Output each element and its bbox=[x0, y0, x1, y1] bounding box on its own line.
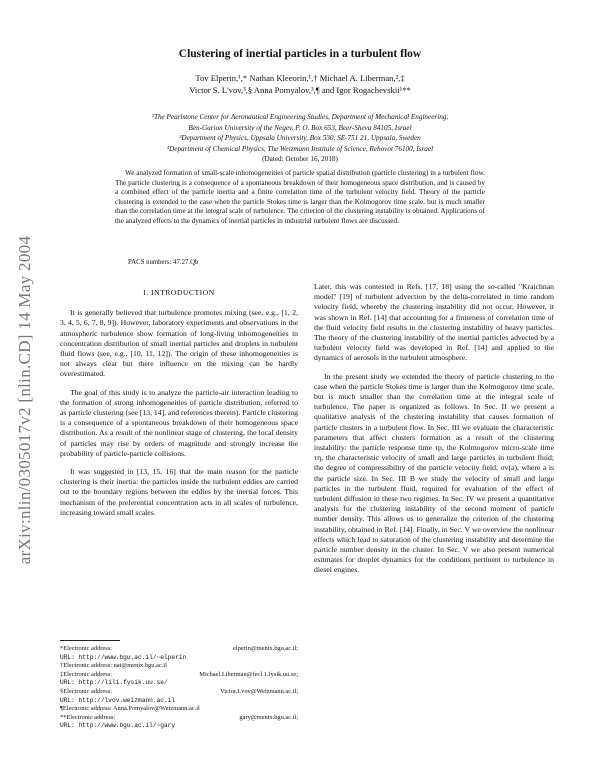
footnote: ¶Electronic address: Anna.Pomyalov@Weizmann.ac.il bbox=[60, 705, 200, 713]
footnote: *Electronic address: elperin@menix.bgu.ac.il; bbox=[60, 645, 298, 652]
date-line: (Dated: October 16, 2018) bbox=[262, 155, 338, 163]
affiliation-line: Ben-Gurion University of the Negev, P. O. Box 653, Beer-Sheva 84105, Israel bbox=[188, 123, 412, 132]
right-column bbox=[314, 282, 554, 584]
paragraph: Later, this was contested in Refs. [17, 18] using the so-called "Kraichnan model" [19] of turbulent advection by the delta-correlated in time random velocity field, whereby the clustering instability did not occur. However, it was shown in Ref. [14] that accounting for a finiteness of correlation time of the fluid velocity field results in the clustering instability of heavy particles. The theory of the clustering instability of the inertial particles advected by a turbulent velocity field was developed in Ref. [14] and applied to the dynamics of aerosols in the turbulent atmosphere. bbox=[314, 282, 554, 363]
footnote-rule bbox=[60, 640, 120, 641]
author-line: Tov Elperin,¹,* Nathan Kleeorin,¹,† Michael A. Liberman,²,‡ bbox=[195, 73, 405, 83]
affiliation-line: ³Department of Chemical Physics, The Weizmann Institute of Science, Rehovot 76100, Israel bbox=[166, 144, 434, 153]
footnote-url[interactable]: URL: http://www.bgu.ac.il/~gary bbox=[60, 722, 176, 730]
arxiv-stamp bbox=[10, 200, 40, 600]
footnote-url[interactable]: URL: http://lvov.weizmann.ac.il bbox=[60, 696, 176, 704]
affiliation-block bbox=[80, 112, 520, 165]
paragraph: It is generally believed that turbulence promotes mixing (see, e.g., [1, 2, 3, 4, 5, 6, 7, 8, 9]). However, laboratory experiments and observations in the atmospheric turbulence show formation of long-living inhomogeneities in concentration distribution of small inertial particles and droplets in turbulent fluid flows (see, e.g., [10, 11, 12]). The origin of these inhomogeneities is not always clear but there influence on the mixing can be hardly overestimated. bbox=[60, 308, 298, 379]
footnotes bbox=[60, 645, 298, 731]
footnote: **Electronic address: gary@menix.bgu.ac.il; bbox=[60, 713, 298, 721]
author-line: Victor S. L'vov,³,§ Anna Pomyalov,³,¶ and Igor Rogachevskii¹** bbox=[189, 85, 411, 95]
paper-title: Clustering of inertial particles in a turbulent flow bbox=[178, 48, 422, 60]
footnote-url[interactable]: URL: http://lili.fysik.uu.se/ bbox=[60, 679, 168, 687]
paragraph: The goal of this study is to analyze the particle-air interaction leading to the formation of strong inhomogeneities of particle distribution, referred to as particle clustering (see [13, 14], and references therein). Particle clustering is a consequence of a spontaneous breakdown of their homogeneous space distribution. As a result of the nonlinear stage of clustering, the local density of particles may rise by orders of magnitude and strongly increase the probability of particle-particle collisions. bbox=[60, 387, 298, 458]
footnote: ‡Electronic address: Michael.Liberman@fecl 1.fysik.uu.se; bbox=[60, 670, 298, 678]
affiliation-line: ¹The Pearlstone Center for Aeronautical Engineering Studies, Department of Mechanical Engineering, bbox=[151, 113, 449, 121]
footnote: †Electronic address: nat@menix.bgu.ac.il bbox=[60, 662, 167, 670]
left-column bbox=[60, 288, 298, 526]
paragraph: It was suggested in [13, 15, 16] that the main reason for the particle clustering is their inertia: the particles inside the turbulent eddies are carried out to the boundary regions between the eddies by the inertial forces. This mechanism of the preferential concentration acts in all scales of turbulence, increasing toward small scales. bbox=[60, 467, 298, 517]
footnote: §Electronic address: Victor.Lvov@Weizmann.ac.il; bbox=[60, 687, 298, 695]
author-list bbox=[80, 72, 520, 96]
abstract: We analyzed formation of small-scale inhomogeneities of particle spatial distribution (particle clustering) in a turbulent flow. The particle clustering is a consequence of a spontaneous breakdown of their homogeneous space distribution, and is caused by a combined effect of the particle inertia and a finite correlation time of the turbulent velocity field. Theory of the particle clustering is extended to the case when the particle Stokes time is larger than the Kolmogorov time scale, but is much smaller than the correlation time at the integral scale of turbulence. The criterion of the clustering instability is obtained. Applications of the analyzed effects to the dynamics of inertial particles in industrial turbulent flows are discussed. bbox=[115, 169, 485, 225]
pacs-numbers: PACS numbers: 47.27.Qb bbox=[128, 259, 199, 266]
footnote-url[interactable]: URL: http://www.bgu.ac.il/~elperin bbox=[60, 653, 187, 661]
arxiv-id: arXiv:nlin/0305017v2 [nlin.CD] 14 May 2004 bbox=[15, 235, 34, 565]
section-heading: I. INTRODUCTION bbox=[143, 288, 215, 297]
affiliation-line: ²Department of Physics, Uppsala University, Box 530, SE-751 21, Uppsala, Sweden bbox=[179, 134, 421, 142]
paragraph: In the present study we extended the theory of particle clustering to the case when the particle Stokes time is larger than the Kolmogorov time scale, but is much smaller than the correlation time at the integral scale of turbulence. The paper is organized as follows. In Sec. II we present a qualitative analysis of the clustering instability that causes formation of particle clusters in a turbulent flow. In Sec. III we evaluate the characteristic parameters that affect clusters formation as a result of the clustering instability: the particle response time τp, the Kolmogorov micro-scale time τη, the characteristic velocity of small and large particles in turbulent fluid; the degree of compressibility of the particle velocity field, σv(a), where a is the particle size. In Sec. III B we study the velocity of small and large particles in the turbulent fluid, required for evaluation of the effect of turbulent diffusion in these two regimes. In Sec. IV we present a quantitative analysis for the clustering instability of the second moment of particle number density. This allows us to generalize the criterion of the clustering instability, obtained in Ref. [14]. Finally, in Sec. V we overview the nonlinear effects which lead to saturation of the clustering instability and determine the particle number density in the cluster. In Sec. V we also present numerical estimates for droplet dynamics for the conditions pertinent to turbulence in diesel engines. bbox=[314, 371, 554, 575]
